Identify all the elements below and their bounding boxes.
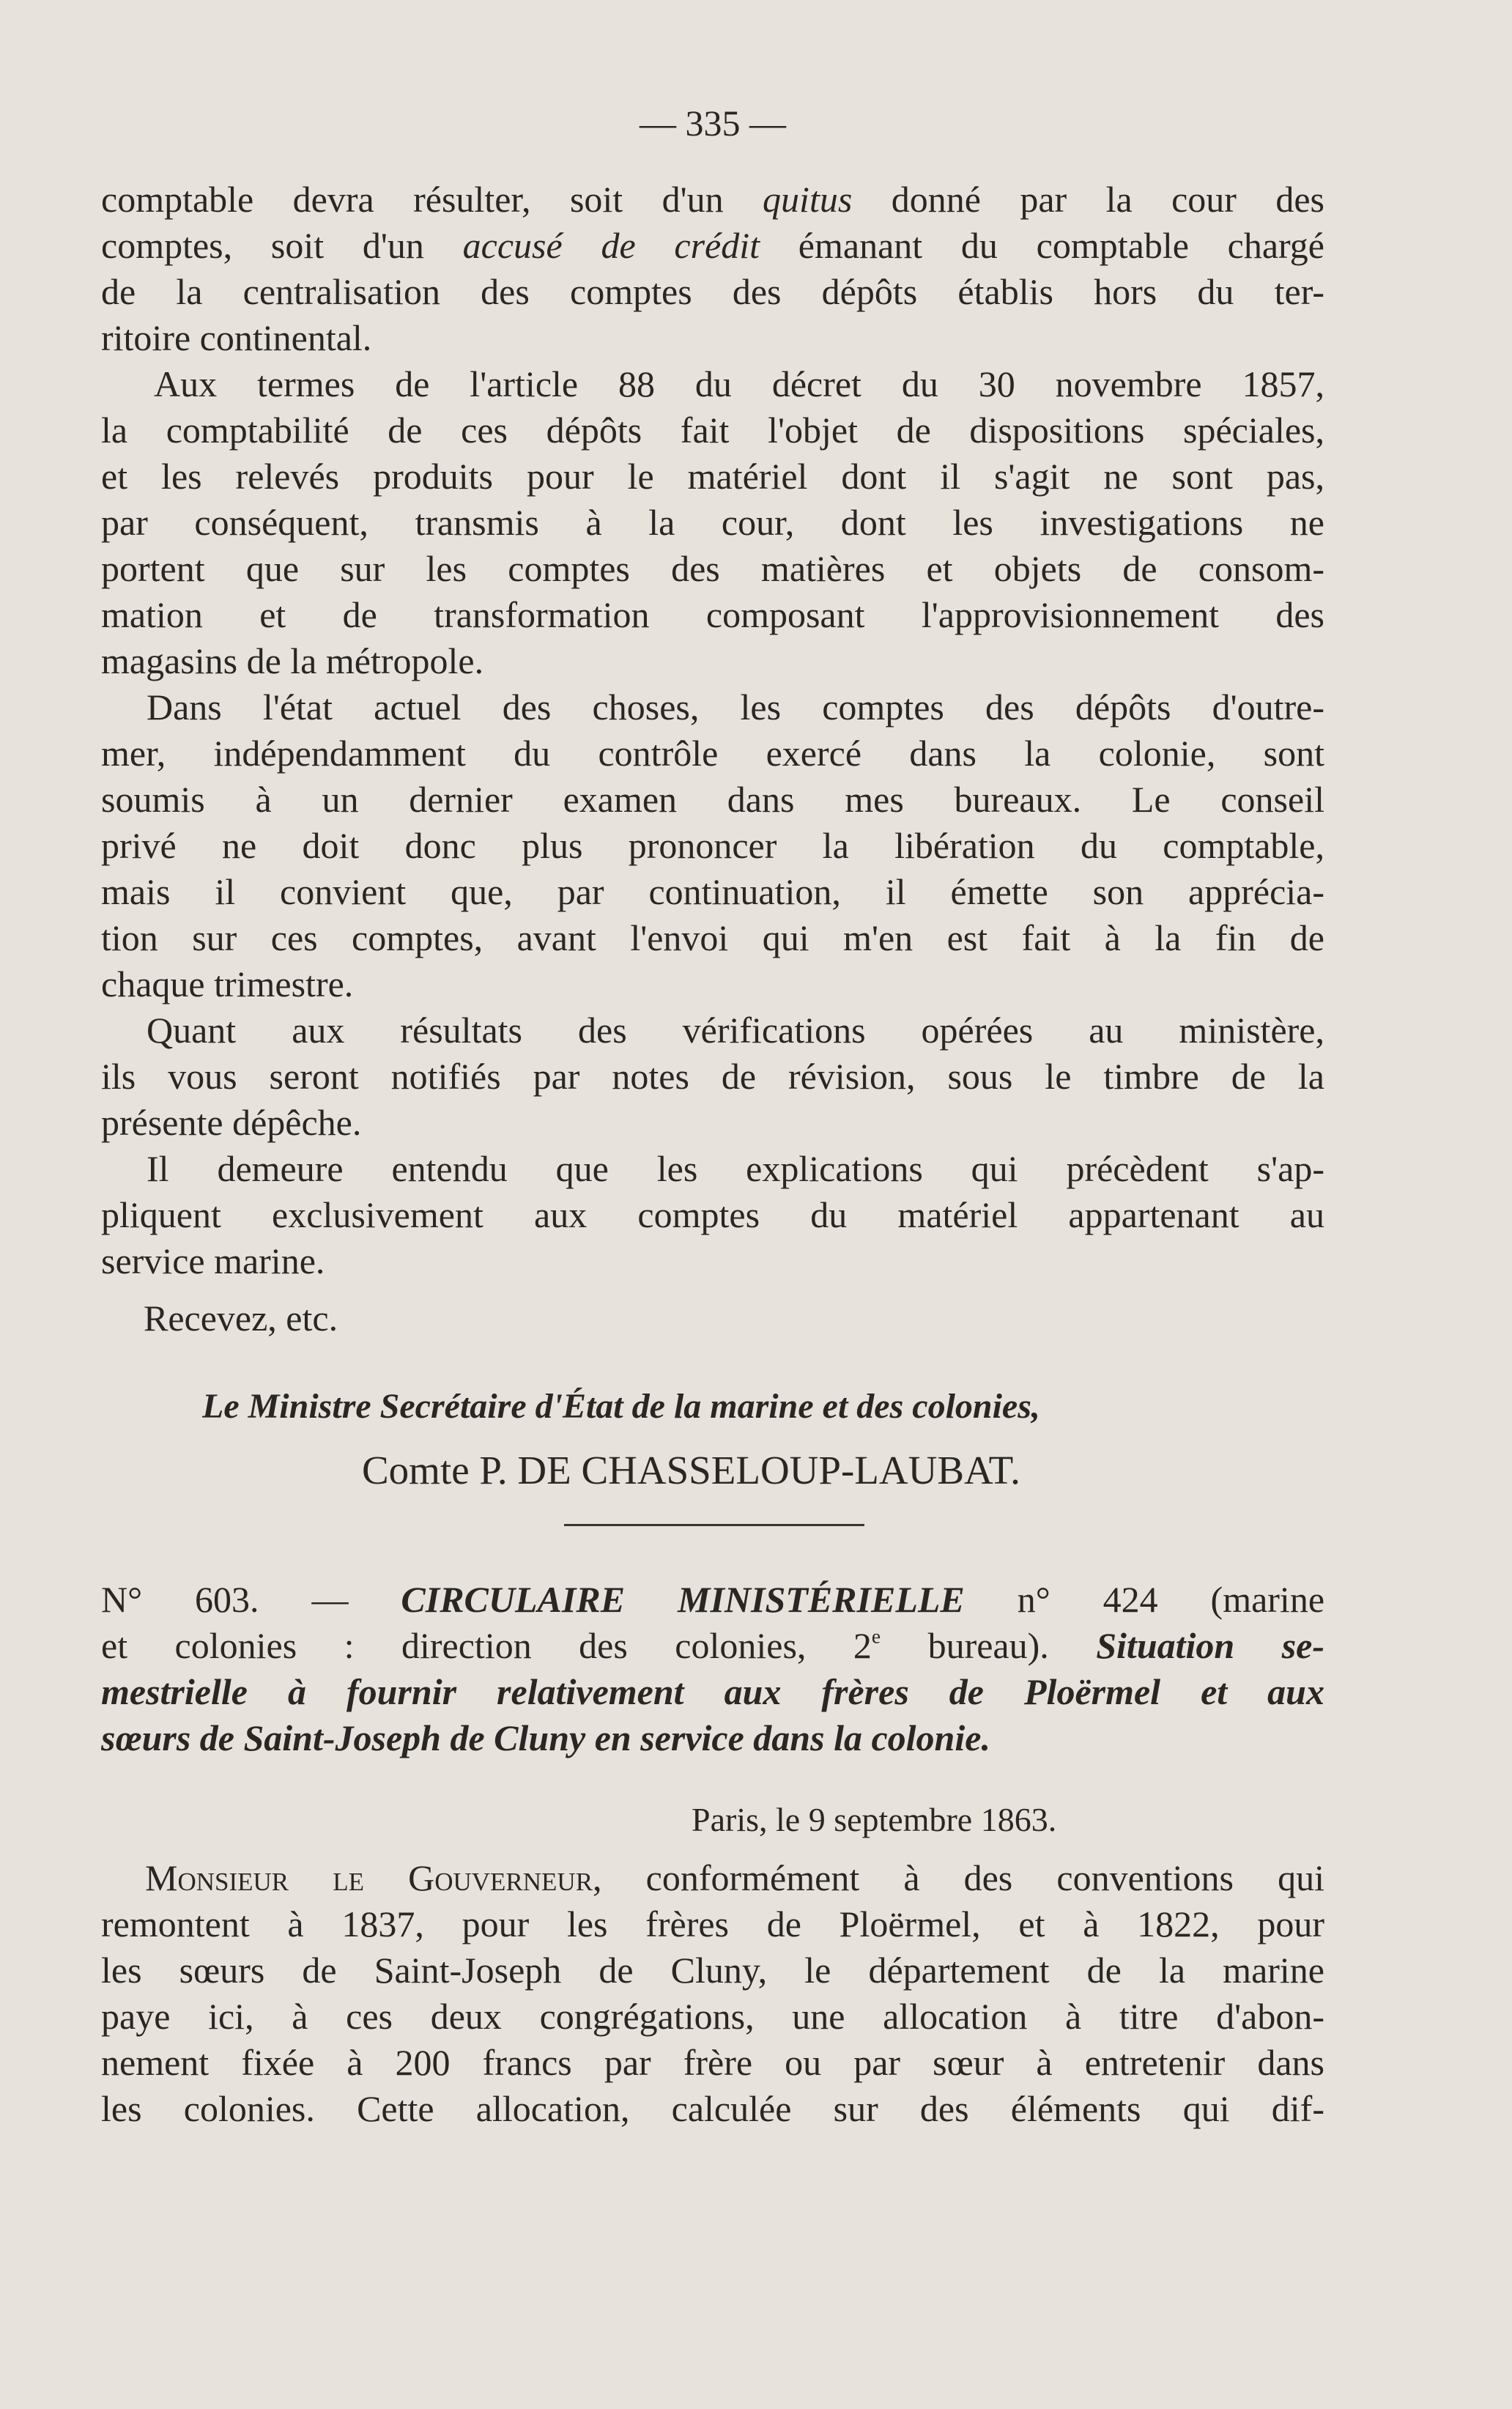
text-line: Il demeure entendu que les explications qui précèdent s'ap- [147,1148,1324,1189]
dateline: Paris, le 9 septembre 1863. [692,1801,1057,1838]
text-line: et les relevés produits pour le matériel dont il s'agit ne sont pas, [101,456,1324,497]
text-line: comptes, soit d'un accusé de crédit émanant du comptable chargé [101,225,1324,266]
text-line: la comptabilité de ces dépôts fait l'objet de dispositions spéciales, [101,410,1324,451]
text-line: ils vous seront notifiés par notes de révision, sous le timbre de la [101,1056,1324,1097]
circular-heading: et colonies : direction des colonies, 2e bureau). Situation se- [101,1624,1324,1666]
text-line: nement fixée à 200 francs par frère ou par sœur à entretenir dans [101,2042,1324,2083]
text-line: Quant aux résultats des vérifications opérées au ministère, [147,1010,1324,1051]
separator-rule [564,1524,864,1526]
circular-heading: N° 603. — CIRCULAIRE MINISTÉRIELLE n° 424 (marine [101,1579,1324,1620]
signature-title: Le Ministre Secrétaire d'État de la marine et des colonies, [202,1387,1040,1426]
closing-formula: Recevez, etc. [144,1298,338,1339]
text-line: service marine. [101,1240,325,1281]
circular-subject: mestrielle à fournir relativement aux frères de Ploërmel et aux [101,1671,1324,1712]
circular-subject: sœurs de Saint-Joseph de Cluny en service dans la colonie. [101,1717,990,1758]
text-line: privé ne doit donc plus prononcer la libération du comptable, [101,825,1324,866]
text-line: les colonies. Cette allocation, calculée sur des éléments qui dif- [101,2088,1324,2129]
text-line: remontent à 1837, pour les frères de Ploërmel, et à 1822, pour [101,1903,1324,1944]
text-line: présente dépêche. [101,1102,362,1143]
text-line: magasins de la métropole. [101,640,484,681]
text-line: portent que sur les comptes des matières et objets de consom- [101,548,1324,589]
text-line: chaque trimestre. [101,963,354,1004]
text-line: comptable devra résulter, soit d'un quitus donné par la cour des [101,179,1324,220]
text-line: paye ici, à ces deux congrégations, une allocation à titre d'abon- [101,1996,1324,2037]
text-line: ritoire continental. [101,317,372,358]
text-line: de la centralisation des comptes des dépôts établis hors du ter- [101,271,1324,312]
text-line: tion sur ces comptes, avant l'envoi qui m'en est fait à la fin de [101,917,1324,958]
text-line: mation et de transformation composant l'approvisionnement des [101,594,1324,635]
text-line: Dans l'état actuel des choses, les comptes des dépôts d'outre- [147,687,1324,728]
text-line: Monsieur le Gouverneur, conformément à des conventions qui [145,1857,1324,1898]
text-line: par conséquent, transmis à la cour, dont les investigations ne [101,502,1324,543]
text-line: les sœurs de Saint-Joseph de Cluny, le département de la marine [101,1950,1324,1991]
signature-name: Comte P. DE CHASSELOUP-LAUBAT. [362,1448,1020,1492]
text-line: mer, indépendamment du contrôle exercé dans la colonie, sont [101,733,1324,774]
page-number: — 335 — [640,103,786,144]
text-line: pliquent exclusivement aux comptes du matériel appartenant au [101,1194,1324,1235]
text-line: mais il convient que, par continuation, il émette son apprécia- [101,871,1324,912]
text-line: Aux termes de l'article 88 du décret du 30 novembre 1857, [154,363,1324,404]
text-line: soumis à un dernier examen dans mes bureaux. Le conseil [101,779,1324,820]
